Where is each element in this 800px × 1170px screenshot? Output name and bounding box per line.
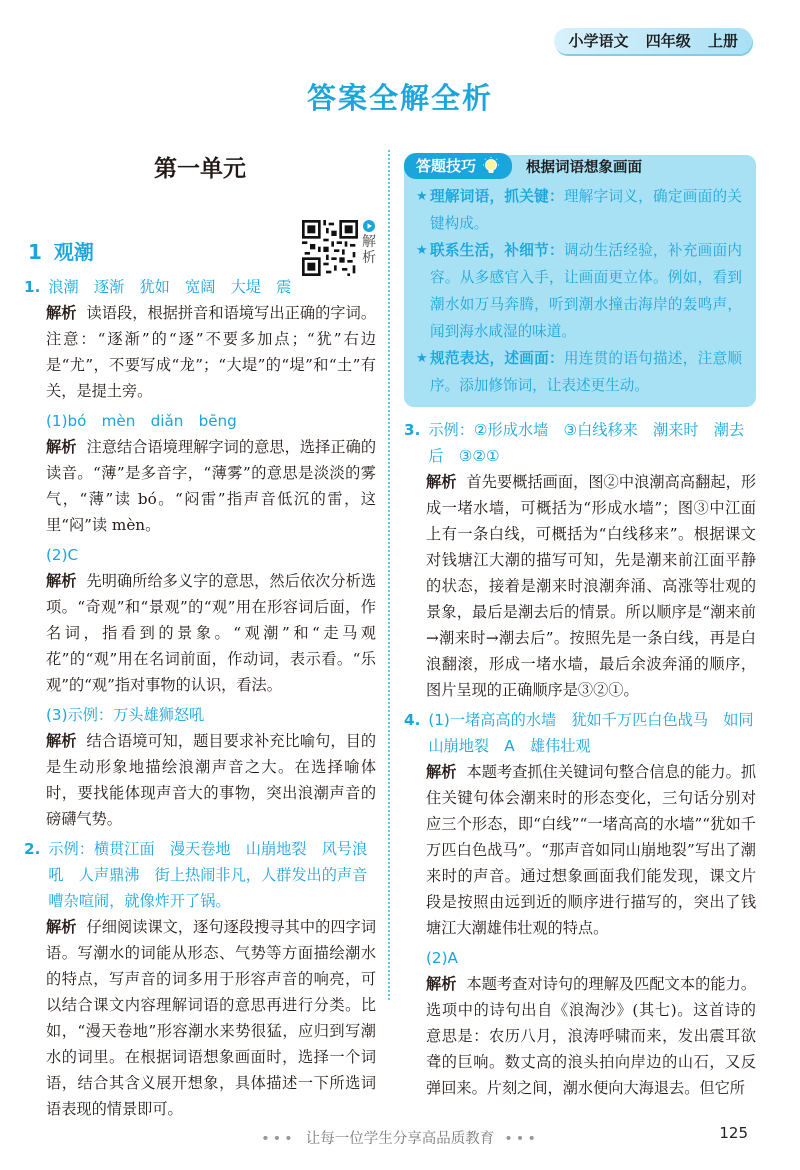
qr-code-icon[interactable] <box>302 220 358 276</box>
q1-analysis: 解析 读语段，根据拼音和语境写出正确的字词。注意：“逐渐”的“逐”不要多加点；“犹”右边是“尤”，不要写成“龙”；“大堤”的“堤”和“土”有关，是提土旁。 <box>46 304 377 400</box>
right-column <box>404 155 756 1101</box>
tips-badge: 答题技巧 <box>404 153 512 179</box>
footer-dots-right: ••• <box>504 1131 539 1147</box>
lesson-header <box>24 186 376 266</box>
q3-analysis: 解析 首先要概括画面，图②中浪潮高高翻起，形成一堵水墙，可概括为“形成水墙”；图③中江面上有一条白线，可概括为“白线移来”。根据课文对钱塘江大潮的描写可知，先是潮来前江面平静的状态，接着是潮来时浪潮奔涌、高涨等壮观的景象，最后是潮去后的情景。所以顺序是“潮来前→潮来时→潮去后”。按照先是一条白线，再是白浪翻滚，形成一堵水墙，最后余波奔涌的顺序，图片呈现的正确顺序是③②①。 <box>426 473 757 699</box>
subject-label: 小学语文 <box>568 32 629 50</box>
tip-item: ★ 规范表达，述画面：用连贯的语句描述，注意顺序。添加修饰词，让表述更生动。 <box>416 350 742 394</box>
lesson-tag <box>28 236 94 265</box>
q4-sub2-answer: (2)A <box>426 949 458 967</box>
play-icon <box>363 220 375 232</box>
qr-label: 解析 <box>362 234 376 266</box>
footer-slogan: ••• 让每一位学生分享高品质教育 ••• <box>261 1131 539 1147</box>
left-column <box>24 150 376 1122</box>
tips-title: 根据词语想象画面 <box>526 159 643 176</box>
q2-answer: 2. 示例：横贯江面 漫天卷地 山崩地裂 风号浪吼 人声鼎沸 街上热闹非凡，人群发出的声音嘈杂喧闹，就像炸开了锅。 <box>24 840 368 910</box>
tip-item: ★ 理解词语，抓关键：理解字词义，确定画面的关键构成。 <box>416 188 742 232</box>
q1-sub1-answer: (1)bó mèn diǎn bēng <box>46 412 237 430</box>
q4-sub2-analysis: 解析 本题考查对诗句的理解及匹配文本的能力。选项中的诗句出自《浪淘沙》(其七)。这首诗的意思是：农历八月，浪涛呼啸而来，发出震耳欲聋的巨响。数丈高的浪头拍向岸边的山石，又反弹回来。片刻之间，潮水便向大海退去。但它所 <box>426 975 757 1097</box>
q4-analysis: 解析 本题考查抓住关键词句整合信息的能力。抓住关键句体会潮来时的形态变化，三句话分别对应三个形态，即“白线”“一堵高高的水墙”“犹如千万匹白色战马”。“那声音如同山崩地裂”写出了潮来时的声音。通过想象画面我们能发现，课文片段是按照由远到近的顺序进行描写的，突出了钱塘江大潮雄伟壮观的特点。 <box>426 763 757 937</box>
tips-header <box>404 151 642 181</box>
q1-sub1-analysis: 解析 注意结合语境理解字词的意思，选择正确的读音。“薄”是多音字，“薄雾”的意思是淡淡的雾气，“薄”读 bó。“闷雷”指声音低沉的雷，这里“闷”读 mèn。 <box>46 438 377 534</box>
grade-label: 四年级 <box>645 32 691 50</box>
lesson-name: 观潮 <box>53 240 94 264</box>
q1-sub2-answer: (2)C <box>46 546 79 564</box>
unit-title: 第一单元 <box>154 156 246 182</box>
tip-item: ★ 联系生活，补细节：调动生活经验，补充画面内容。从多感官入手，让画面更立体。例如，看到潮水如万马奔腾，听到潮水撞击海岸的轰鸣声，闻到海水咸湿的味道。 <box>416 242 742 340</box>
book-info-tab <box>554 28 752 54</box>
q1-sub3-analysis: 解析 结合语境可知，题目要求补充比喻句，目的是生动形象地描绘浪潮声音之大。在选择喻体时，要找能体现声音大的事物，突出浪潮声音的磅礴气势。 <box>46 732 377 828</box>
column-divider <box>388 150 390 1000</box>
page-title: 答案全解全析 <box>306 81 493 115</box>
q1-sub2-analysis: 解析 先明确所给多义字的意思，然后依次分析选项。“奇观”和“景观”的“观”用在形容词后面，作名词，指看到的景象。“观潮”和“走马观花”的“观”用在名词前面，作动词，表示看。“乐观”的“观”指对事物的认识，看法。 <box>46 572 377 694</box>
lesson-number: 1 <box>28 240 42 264</box>
volume-label: 上册 <box>707 32 738 50</box>
q4-answer: 4. (1)一堵高高的水墙 犹如千万匹白色战马 如同山崩地裂 A 雄伟壮观 <box>404 711 754 755</box>
q3-answer: 3. 示例：②形成水墙 ③白线移来 潮来时 潮去后 ③②① <box>404 421 745 465</box>
q2-analysis: 解析 仔细阅读课文，逐句逐段搜寻其中的四字词语。写潮水的词能从形态、气势等方面描绘潮水的特点，写声音的词多用于形容声音的响亮，可以结合课文内容理解词语的意思再进行分类。比如，“漫天卷地”形容潮水来势很猛，应归到写潮水的词里。在根据词语想象画面时，选择一个词语，结合其含义展开想象，具体描述一下所选词语表现的情景即可。 <box>46 918 377 1118</box>
q1-answer: 1. 浪潮 逐渐 犹如 宽阔 大堤 震 <box>24 278 292 296</box>
page-number: 125 <box>719 1124 748 1142</box>
tips-box <box>404 155 756 407</box>
q1-sub3-answer: (3)示例：万头雄狮怒吼 <box>46 706 205 724</box>
lightbulb-icon <box>482 157 500 175</box>
